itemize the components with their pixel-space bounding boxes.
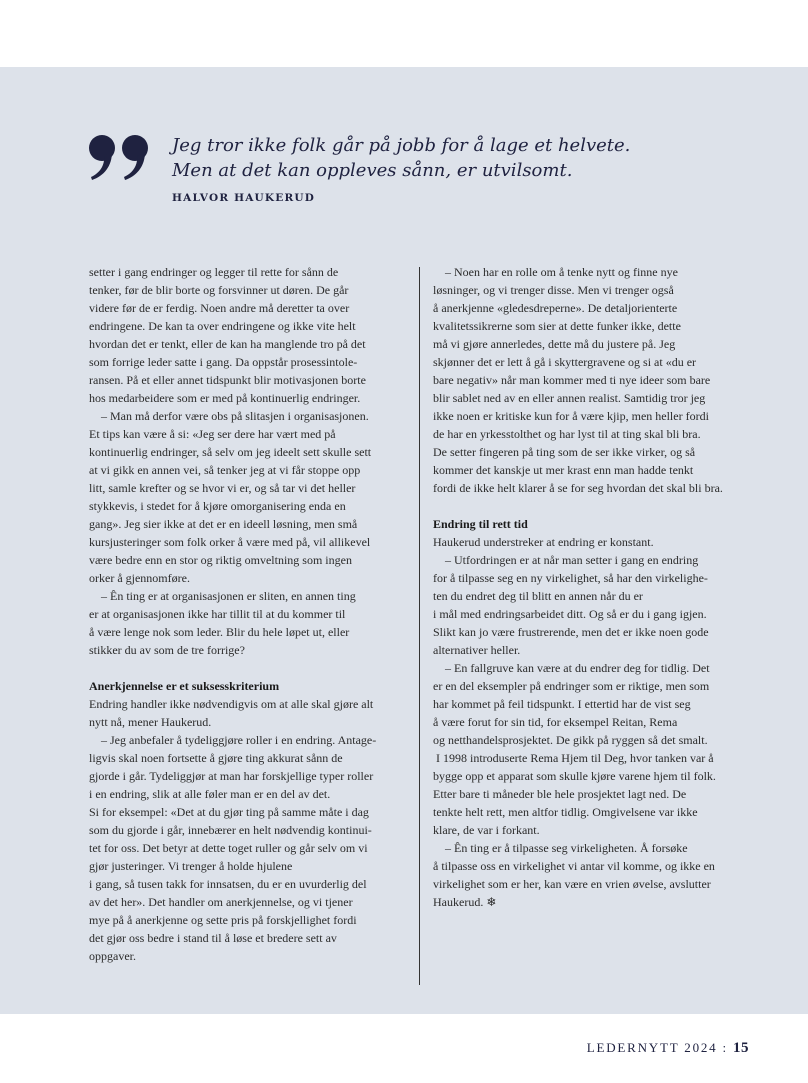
text-line: som du gjorde i går, innebærer en helt nødvendig kontinui- bbox=[89, 823, 372, 837]
text-line: Et tips kan være å si: «Jeg ser dere har vært med på bbox=[89, 427, 336, 441]
text-line: – Ȇn ting er å tilpasse seg virkeligheten. Å forsøke bbox=[433, 841, 688, 855]
text-line: endringene. De kan ta over endringene og ikke vite helt bbox=[89, 319, 356, 333]
text-line: orker å gjennomføre. bbox=[89, 571, 190, 585]
text-line: i en endring, slik at alle føler man er en del av det. bbox=[89, 787, 331, 801]
article-column-left bbox=[89, 263, 409, 965]
text-line: og netthandelsprosjektet. De gikk på ryggen så det smalt. bbox=[433, 733, 708, 747]
text-line: mye på å anerkjenne og sette pris på forskjellighet fordi bbox=[89, 913, 357, 927]
text-line: tenkte helt rett, men altfor tidlig. Omgivelsene var ikke bbox=[433, 805, 698, 819]
text-line: er at organisasjonen ikke har tillit til at du kommer til bbox=[89, 607, 346, 621]
text-line: ten du endret deg til blitt en annen når du er bbox=[433, 589, 643, 603]
section-heading: Endring til rett tid bbox=[433, 517, 528, 531]
text-line: ransen. På et eller annet tidspunkt blir motivasjonen borte bbox=[89, 373, 366, 387]
text-line: De setter fingeren på ting som de ser ikke virker, og så bbox=[433, 445, 696, 459]
text-line: bygge opp et apparat som skulle kjøre varene hjem til folk. bbox=[433, 769, 716, 783]
text-line: har kommet på feil tidspunkt. I ettertid har de vist seg bbox=[433, 697, 691, 711]
text-line: stikker du av som de tre forrige? bbox=[89, 643, 245, 657]
text-line: litt, samle krefter og se hvor vi er, og så tar vi det heller bbox=[89, 481, 356, 495]
text-line: i gang, så tusen takk for innsatsen, du er en uvurderlig del bbox=[89, 877, 367, 891]
text-line: gang». Jeg sier ikke at det er en ideell løsning, men små bbox=[89, 517, 358, 531]
text-line: klare, de var i forkant. bbox=[433, 823, 540, 837]
text-line: det gjør oss bedre i stand til å løse et bredere sett av bbox=[89, 931, 337, 945]
text-line: ligvis skal noen fortsette å gjøre ting akkurat sånn de bbox=[89, 751, 343, 765]
text-line: Si for eksempel: «Det at du gjør ting på samme måte i dag bbox=[89, 805, 369, 819]
text-line: – Utfordringen er at når man setter i gang en endring bbox=[433, 553, 699, 567]
pull-quote-line: Jeg tror ikke folk går på jobb for å lage et helvete. bbox=[172, 135, 631, 156]
text-line: tet for oss. Det betyr at dette toget ruller og går selv om vi bbox=[89, 841, 368, 855]
text-line: tenker, før de blir borte og forsvinner ut døren. De går bbox=[89, 283, 349, 297]
text-line: ikke noen er kritiske kun for å være kjip, men heller fordi bbox=[433, 409, 709, 423]
text-line: alternativer heller. bbox=[433, 643, 521, 657]
text-line: fordi de ikke helt klarer å se for seg hvordan det skal bli bra. bbox=[433, 481, 723, 495]
text-line: å være lenge nok som leder. Blir du hele løpet ut, eller bbox=[89, 625, 350, 639]
text-line: kontinuerlig endringer, så selv om jeg ideelt sett skulle sett bbox=[89, 445, 372, 459]
pull-quote bbox=[172, 133, 692, 183]
section-heading: Anerkjennelse er et suksesskriterium bbox=[89, 679, 280, 693]
text-line: er en del eksempler på endringer som er riktige, men som bbox=[433, 679, 710, 693]
text-line: løsninger, og vi trenger disse. Men vi trenger også bbox=[433, 283, 674, 297]
paragraph-gap bbox=[89, 659, 409, 677]
text-line: må vi gjøre annerledes, dette må du justere på. Jeg bbox=[433, 337, 676, 351]
text-line: stykkevis, i stedet for å kjøre omorganisering enda en bbox=[89, 499, 346, 513]
text-line: – Jeg anbefaler å tydeliggjøre roller i en endring. Antage- bbox=[89, 733, 377, 747]
text-line: Haukerud. ❄ bbox=[433, 895, 497, 909]
text-line: hos medarbeidere som er med på kontinuerlig endringer. bbox=[89, 391, 361, 405]
text-line: skjønner det er lett å gå i skyttergravene og si at «du er bbox=[433, 355, 697, 369]
text-line: virkelighet som er her, kan være en vrien øvelse, avslutter bbox=[433, 877, 711, 891]
text-line: hvordan det er tenkt, eller de kan ha manglende tro på det bbox=[89, 337, 366, 351]
text-line: kvalitetssikrerne som sier at dette funker ikke, dette bbox=[433, 319, 681, 333]
text-line: å være forut for sin tid, for eksempel Reitan, Rema bbox=[433, 715, 678, 729]
text-line: gjør justeringer. Vi trenger å holde hjulene bbox=[89, 859, 293, 873]
text-line: nytt nå, mener Haukerud. bbox=[89, 715, 212, 729]
text-line: kursjusteringer som folk orker å være med på, vil allikevel bbox=[89, 535, 371, 549]
text-line: gjorde i går. Tydeliggjør at man har forskjellige typer roller bbox=[89, 769, 374, 783]
page-footer bbox=[587, 1040, 749, 1057]
text-line: bare negativ» når man kommer med ti nye ideer som bare bbox=[433, 373, 711, 387]
quote-author: HALVOR HAUKERUD bbox=[172, 192, 316, 204]
text-line: at vi gikk en annen vei, så tenker jeg at vi får stoppe opp bbox=[89, 463, 361, 477]
text-line: av det her». Det handler om anerkjennelse, og vi tjener bbox=[89, 895, 353, 909]
publication-name: LEDERNYTT 2024 : bbox=[586, 1040, 728, 1055]
text-line: for å tilpasse seg en ny virkelighet, så har den virkelighe- bbox=[433, 571, 708, 585]
pull-quote-line: Men at det kan oppleves sånn, er utvilsomt. bbox=[172, 160, 573, 181]
text-line: de har en yrkesstolthet og har lyst til at ting skal bli bra. bbox=[433, 427, 701, 441]
column-divider bbox=[419, 267, 420, 985]
text-line: – Noen har en rolle om å tenke nytt og finne nye bbox=[433, 265, 678, 279]
text-line: blir sablet ned av en eller annen realist. Samtidig tror jeg bbox=[433, 391, 706, 405]
text-line: – Man må derfor være obs på slitasjen i organisasjonen. bbox=[89, 409, 369, 423]
article-column-right bbox=[433, 263, 751, 911]
text-line: være bedre enn en stor og riktig omveltning som ingen bbox=[89, 553, 352, 567]
text-line: i mål med endringsarbeidet ditt. Og så er du i gang igjen. bbox=[433, 607, 707, 621]
text-line: kommer det kanskje ut mer krast enn man hadde tenkt bbox=[433, 463, 694, 477]
quotation-mark-icon bbox=[88, 132, 152, 182]
text-line: – En fallgruve kan være at du endrer deg for tidlig. Det bbox=[433, 661, 710, 675]
text-line: oppgaver. bbox=[89, 949, 136, 963]
text-line: setter i gang endringer og legger til rette for sånn de bbox=[89, 265, 339, 279]
text-line: som forrige leder satte i gang. Da oppstår prosessintole- bbox=[89, 355, 358, 369]
page-number: 15 bbox=[733, 1040, 749, 1056]
text-line: – Ȇn ting er at organisasjonen er sliten, en annen ting bbox=[89, 589, 356, 603]
text-line: Slikt kan jo være frustrerende, men det er ikke noen gode bbox=[433, 625, 709, 639]
text-line: å anerkjenne «gledesdreperne». De detaljorienterte bbox=[433, 301, 678, 315]
paragraph-gap bbox=[433, 497, 751, 515]
text-line: I 1998 introduserte Rema Hjem til Deg, hvor tanken var å bbox=[433, 751, 714, 765]
text-line: Haukerud understreker at endring er konstant. bbox=[433, 535, 654, 549]
text-line: å tilpasse oss en virkelighet vi antar vil komme, og ikke en bbox=[433, 859, 715, 873]
text-line: Endring handler ikke nødvendigvis om at alle skal gjøre alt bbox=[89, 697, 374, 711]
text-line: videre før de er ferdig. Noen andre må deretter ta over bbox=[89, 301, 350, 315]
text-line: Etter bare ti måneder ble hele prosjektet lagt ned. De bbox=[433, 787, 687, 801]
